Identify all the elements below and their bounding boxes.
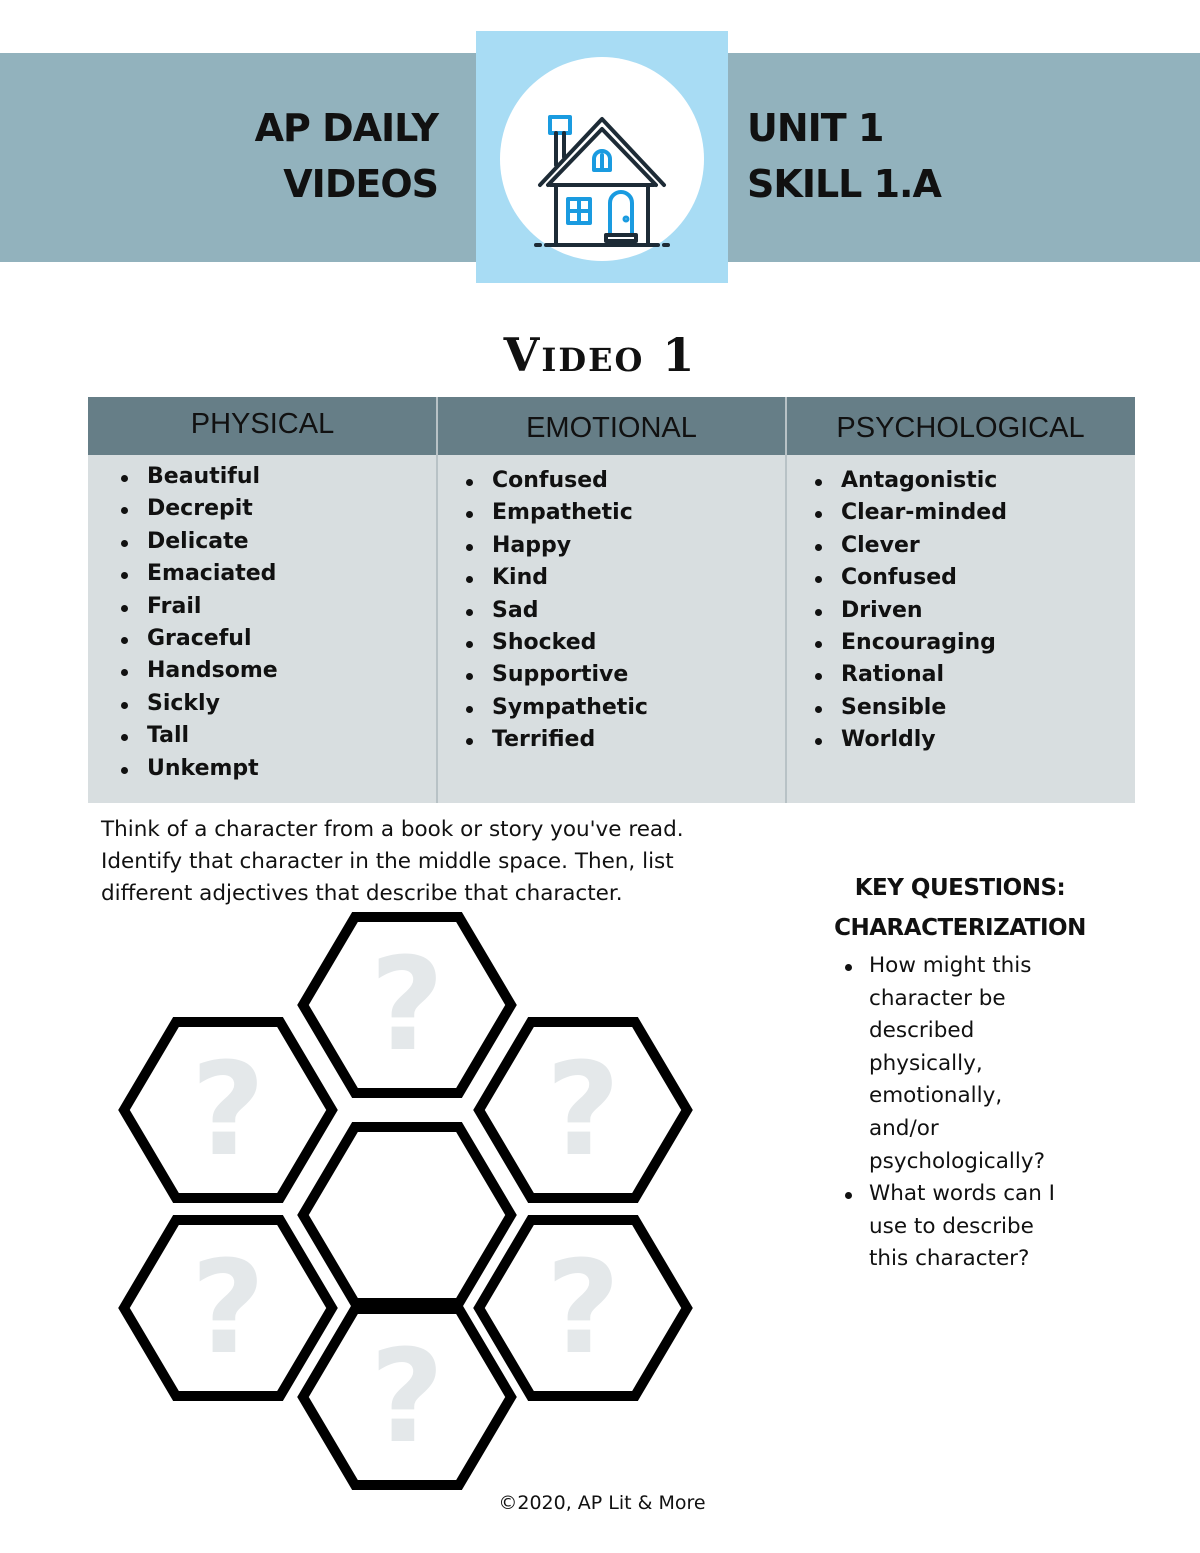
- list-item: Emaciated: [117, 558, 278, 590]
- question-mark-icon: ?: [369, 931, 445, 1080]
- instructions-line: different adjectives that describe that character.: [101, 881, 623, 906]
- unit-title-line-1: UNIT 1: [747, 106, 884, 150]
- key-question-line: emotionally,: [869, 1083, 1003, 1109]
- instructions: [101, 814, 741, 910]
- list-item: Sensible: [811, 692, 1007, 724]
- physical-list: [117, 461, 278, 785]
- list-item: Graceful: [117, 623, 278, 655]
- column-divider: [436, 397, 438, 803]
- question-mark-icon: ?: [190, 1234, 266, 1383]
- list-item: Delicate: [117, 526, 278, 558]
- list-item: Terrified: [462, 724, 648, 756]
- list-item: Sad: [462, 595, 648, 627]
- house-icon: [500, 57, 704, 261]
- key-question-line: What words can I: [869, 1181, 1056, 1207]
- list-item: Happy: [462, 530, 648, 562]
- adjective-table: [88, 397, 1135, 803]
- column-heading-emotional: EMOTIONAL: [526, 412, 697, 444]
- question-mark-icon: ?: [190, 1036, 266, 1185]
- question-mark-icon: ?: [545, 1036, 621, 1185]
- key-question-item: [843, 950, 1055, 1178]
- list-item: Clear-minded: [811, 497, 1007, 529]
- psychological-list: [811, 465, 1007, 757]
- copyright-text: ©2020, AP Lit & More: [498, 1492, 706, 1514]
- hexagon-center: [303, 1127, 511, 1303]
- key-questions-title: [800, 868, 1120, 948]
- list-item: Handsome: [117, 655, 278, 687]
- question-mark-icon: ?: [545, 1234, 621, 1383]
- list-item: Clever: [811, 530, 1007, 562]
- column-heading-physical: PHYSICAL: [190, 408, 335, 440]
- list-item: Frail: [117, 591, 278, 623]
- list-item: Antagonistic: [811, 465, 1007, 497]
- series-title-line-2: VIDEOS: [283, 162, 438, 206]
- icon-box: [476, 31, 728, 283]
- list-item: Decrepit: [117, 493, 278, 525]
- list-item: Kind: [462, 562, 648, 594]
- list-item: Sympathetic: [462, 692, 648, 724]
- key-question-line: described: [869, 1018, 975, 1044]
- key-question-line: How might this: [869, 953, 1032, 978]
- series-title-line-1: AP DAILY: [254, 106, 438, 150]
- hexagon-organizer: [0, 900, 800, 1500]
- key-question-line: use to describe: [869, 1213, 1034, 1239]
- icon-circle: [500, 57, 704, 261]
- list-item: Sickly: [117, 688, 278, 720]
- key-question-line: physically,: [869, 1050, 983, 1076]
- list-item: Encouraging: [811, 627, 1007, 659]
- list-item: Supportive: [462, 659, 648, 691]
- unit-title: [747, 100, 941, 212]
- key-questions-title-line-1: KEY QUESTIONS:: [854, 875, 1066, 901]
- list-item: Rational: [811, 659, 1007, 691]
- column-divider: [785, 397, 787, 803]
- emotional-list: [462, 465, 648, 757]
- video-title-rest: ideo: [541, 328, 645, 382]
- list-item: Driven: [811, 595, 1007, 627]
- column-heading-psychological: PSYCHOLOGICAL: [836, 412, 1085, 444]
- list-item: Confused: [462, 465, 648, 497]
- key-question-line: and/or: [869, 1115, 939, 1141]
- key-question-line: psychologically?: [869, 1148, 1045, 1174]
- instructions-line: Identify that character in the middle space. Then, list: [101, 849, 674, 874]
- key-question-item: [843, 1178, 1055, 1276]
- video-title: [0, 328, 1200, 382]
- key-question-line: character be: [869, 985, 1006, 1011]
- series-title: [255, 100, 438, 212]
- key-questions-title-line-2: CHARACTERIZATION: [834, 915, 1086, 941]
- list-item: Confused: [811, 562, 1007, 594]
- list-item: Beautiful: [117, 461, 278, 493]
- video-title-number: 1: [662, 328, 697, 382]
- key-question-line: this character?: [869, 1246, 1030, 1272]
- list-item: Empathetic: [462, 497, 648, 529]
- instructions-line: Think of a character from a book or story you've read.: [101, 817, 684, 842]
- video-title-first-letter: V: [503, 328, 542, 382]
- unit-title-line-2: SKILL 1.A: [747, 162, 941, 206]
- list-item: Tall: [117, 720, 278, 752]
- list-item: Worldly: [811, 724, 1007, 756]
- question-mark-icon: ?: [369, 1323, 445, 1472]
- key-questions-list: [843, 950, 1055, 1276]
- list-item: Unkempt: [117, 753, 278, 785]
- list-item: Shocked: [462, 627, 648, 659]
